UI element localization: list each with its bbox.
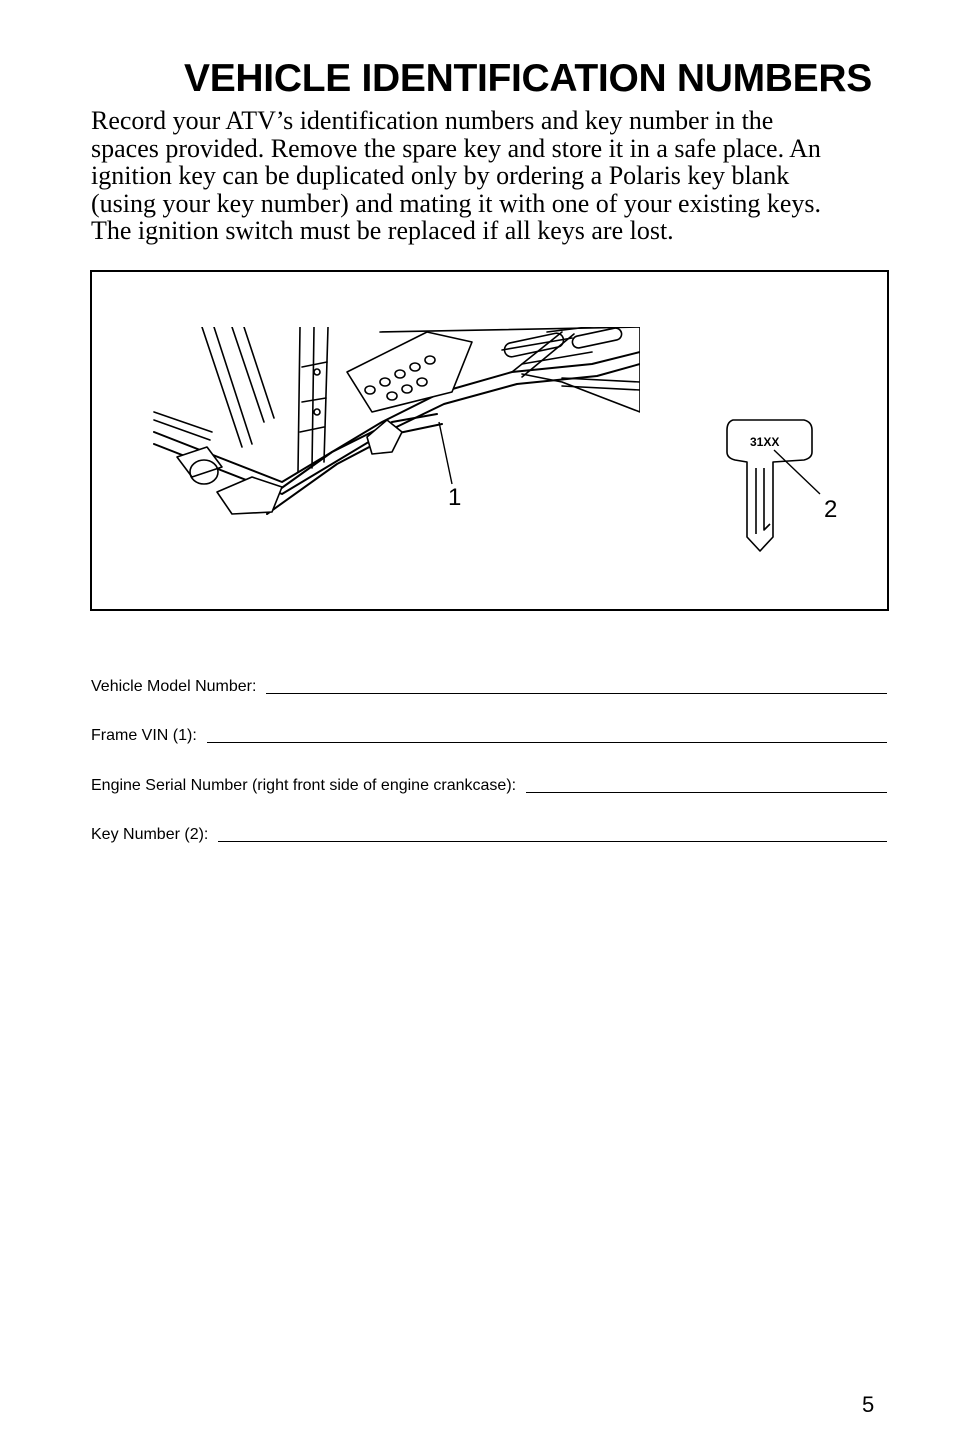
field-label: Frame VIN (1): (91, 727, 197, 744)
page-number: 5 (862, 1392, 875, 1417)
page-title: VEHICLE IDENTIFICATION NUMBERS (184, 57, 872, 100)
intro-line: (using your key number) and mating it with one of your existing keys. (91, 188, 822, 218)
form-field-engine-serial (91, 773, 887, 795)
callout-1: 1 (448, 484, 462, 511)
form-field-vehicle-model (91, 674, 887, 696)
key-number-entry-line[interactable] (218, 841, 887, 842)
field-label: Engine Serial Number (right front side of engine crankcase): (91, 777, 517, 794)
intro-line: spaces provided. Remove the spare key and store it in a safe place. An (91, 133, 821, 163)
field-label: Key Number (2): (91, 826, 209, 843)
vin-location-figure (90, 270, 889, 611)
engine-serial-entry-line[interactable] (526, 792, 887, 793)
form-field-frame-vin (91, 723, 887, 745)
key-stamp-label: 31XX (750, 435, 780, 449)
frame-vin-entry-line[interactable] (207, 742, 887, 743)
intro-line: Record your ATV’s identification numbers and key number in the (91, 106, 774, 135)
field-label: Vehicle Model Number: (91, 678, 257, 695)
intro-line: The ignition switch must be replaced if all keys are lost. (91, 216, 674, 246)
intro-paragraph (91, 107, 891, 245)
form-field-key-number (91, 822, 887, 844)
vehicle-model-entry-line[interactable] (266, 693, 887, 694)
intro-line: ignition key can be duplicated only by ordering a Polaris key blank (91, 161, 790, 191)
callout-2: 2 (824, 496, 838, 523)
